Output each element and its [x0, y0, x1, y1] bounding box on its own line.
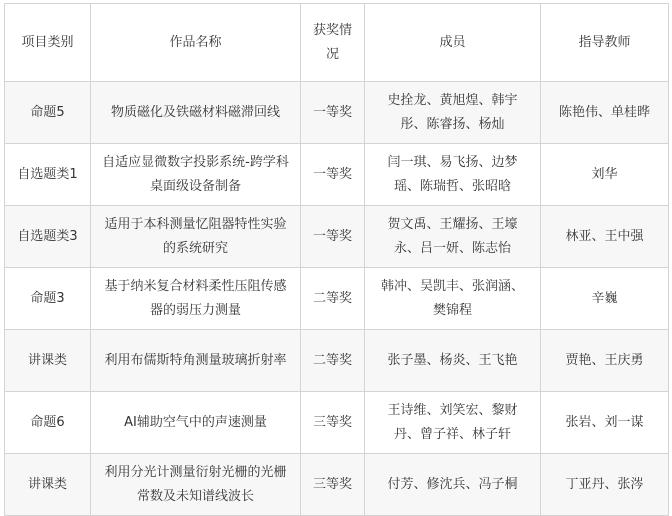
table-row: [5, 144, 669, 206]
table-row: [5, 392, 669, 454]
cell-members: 张子墨、杨炎、王飞艳: [365, 330, 541, 392]
cell-category: 命题6: [5, 392, 91, 454]
header-category: 项目类别: [5, 4, 91, 82]
cell-members: 贺文禹、王耀扬、王壕永、吕一妍、陈志怡: [365, 206, 541, 268]
awards-table: [4, 3, 669, 516]
cell-members: 韩冲、吴凯丰、张润涵、樊锦程: [365, 268, 541, 330]
cell-members: 付芳、修沈兵、冯子桐: [365, 454, 541, 516]
header-title: 作品名称: [91, 4, 301, 82]
header-award: 获奖情况: [301, 4, 365, 82]
cell-advisor: 贾艳、王庆勇: [541, 330, 669, 392]
cell-members: 史拴龙、黄旭煌、韩宇彤、陈睿扬、杨灿: [365, 82, 541, 144]
table-row: [5, 330, 669, 392]
cell-award: 三等奖: [301, 454, 365, 516]
cell-award: 二等奖: [301, 330, 365, 392]
cell-advisor: 刘华: [541, 144, 669, 206]
header-row: [5, 4, 669, 82]
cell-advisor: 辛巍: [541, 268, 669, 330]
cell-members: 王诗维、刘笑宏、黎财丹、曾子祥、林子轩: [365, 392, 541, 454]
cell-title: 物质磁化及铁磁材料磁滞回线: [91, 82, 301, 144]
cell-advisor: 丁亚丹、张涔: [541, 454, 669, 516]
cell-category: 命题5: [5, 82, 91, 144]
cell-award: 一等奖: [301, 82, 365, 144]
cell-title: 自适应显微数字投影系统-跨学科桌面级设备制备: [91, 144, 301, 206]
cell-members: 闫一琪、易飞扬、边梦瑶、陈瑞哲、张昭晗: [365, 144, 541, 206]
header-members: 成员: [365, 4, 541, 82]
cell-title: 利用分光计测量衍射光栅的光栅常数及未知谱线波长: [91, 454, 301, 516]
table-row: [5, 268, 669, 330]
table-row: [5, 206, 669, 268]
cell-advisor: 林亚、王中强: [541, 206, 669, 268]
cell-advisor: 张岩、刘一谋: [541, 392, 669, 454]
cell-title: 适用于本科测量忆阻器特性实验的系统研究: [91, 206, 301, 268]
cell-category: 自选题类3: [5, 206, 91, 268]
cell-title: 基于纳米复合材料柔性压阻传感器的弱压力测量: [91, 268, 301, 330]
cell-award: 一等奖: [301, 144, 365, 206]
cell-category: 讲课类: [5, 454, 91, 516]
cell-award: 二等奖: [301, 268, 365, 330]
cell-title: AI辅助空气中的声速测量: [91, 392, 301, 454]
cell-title: 利用布儒斯特角测量玻璃折射率: [91, 330, 301, 392]
cell-category: 讲课类: [5, 330, 91, 392]
cell-category: 命题3: [5, 268, 91, 330]
table-row: [5, 82, 669, 144]
cell-award: 一等奖: [301, 206, 365, 268]
table-row: [5, 454, 669, 516]
header-advisor: 指导教师: [541, 4, 669, 82]
cell-category: 自选题类1: [5, 144, 91, 206]
cell-award: 三等奖: [301, 392, 365, 454]
cell-advisor: 陈艳伟、单桂晔: [541, 82, 669, 144]
